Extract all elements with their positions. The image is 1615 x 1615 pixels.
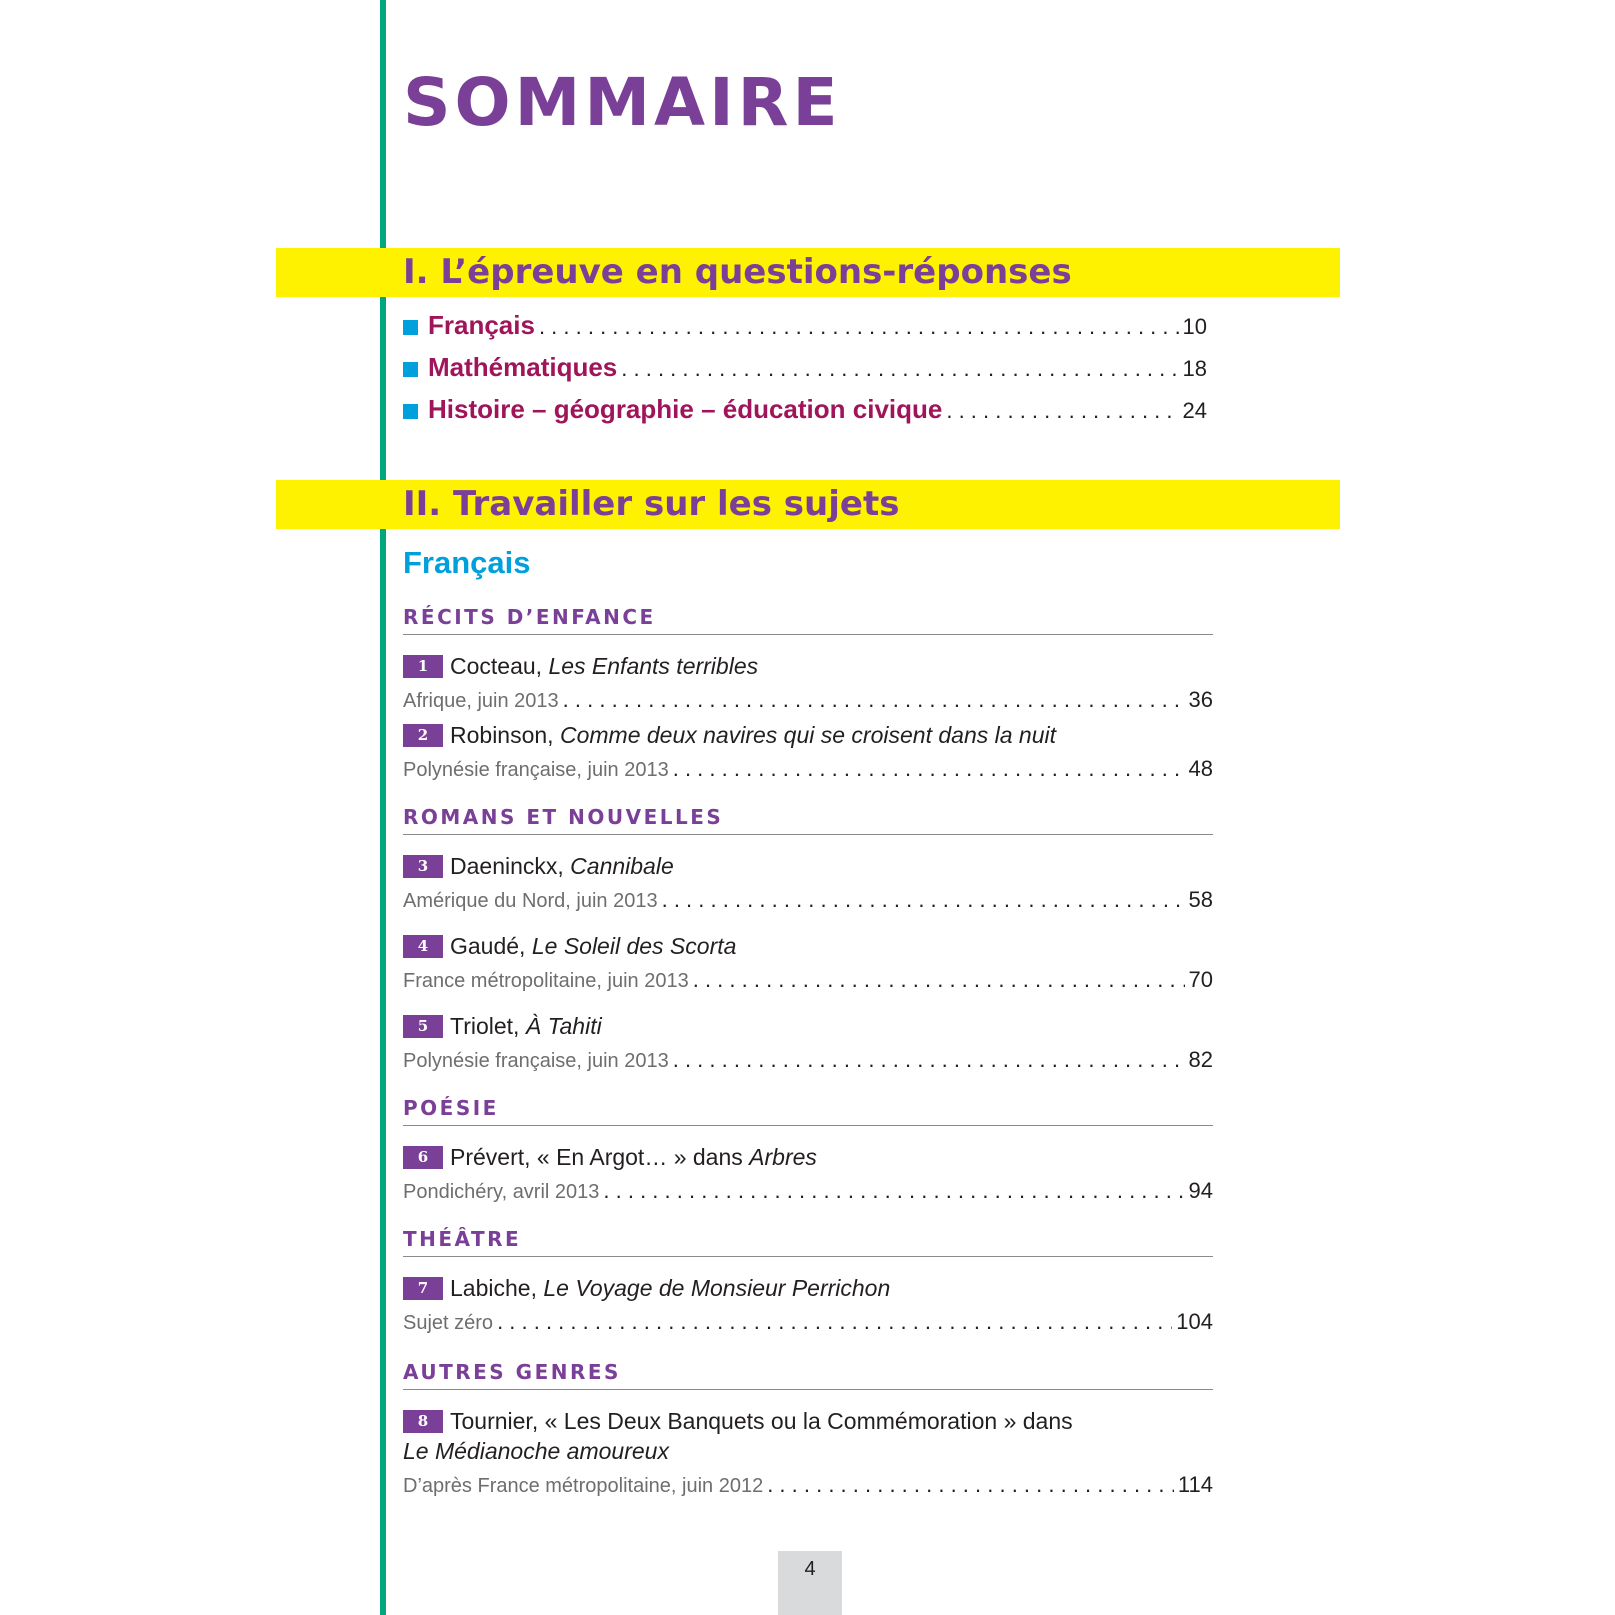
toc-item-page: 24 <box>1182 398 1207 423</box>
entry-title <box>403 851 1213 881</box>
entry-source: France métropolitaine, juin 2013 <box>403 970 689 992</box>
section-1-list <box>403 310 1207 436</box>
entry-source-line <box>403 885 1213 916</box>
entry-work: Le Médianoche amoureux <box>403 1438 669 1464</box>
dot-leader <box>621 358 1178 380</box>
square-bullet-icon <box>403 320 418 335</box>
entry-author: Tournier, « Les Deux Banquets ou la Commémoration » dans <box>450 1408 1073 1434</box>
entry-page: 104 <box>1176 1309 1213 1334</box>
square-bullet-icon <box>403 404 418 419</box>
entry-work: À Tahiti <box>525 1013 602 1039</box>
dot-leader <box>693 969 1185 991</box>
toc-entry[interactable] <box>403 1142 1213 1207</box>
category-heading: RÉCITS D’ENFANCE <box>403 605 1213 635</box>
entry-number-badge: 2 <box>403 724 443 747</box>
entry-work-line <box>403 1436 1213 1466</box>
entry-page: 36 <box>1188 687 1213 712</box>
dot-leader <box>946 400 1178 422</box>
entry-number-badge: 5 <box>403 1015 443 1038</box>
entry-title <box>403 1273 1213 1303</box>
entry-work: Cannibale <box>570 853 674 879</box>
entry-title <box>403 720 1213 750</box>
entry-number-badge: 7 <box>403 1277 443 1300</box>
entry-page: 58 <box>1188 887 1213 912</box>
section-2-heading: II. Travailler sur les sujets <box>403 484 900 524</box>
toc-item-label: Français <box>428 310 535 340</box>
entry-source-line <box>403 1470 1213 1501</box>
toc-section-2 <box>403 605 1213 1501</box>
dot-leader <box>662 889 1185 911</box>
page-title: SOMMAIRE <box>403 64 842 141</box>
dot-leader <box>539 316 1179 338</box>
toc-entry[interactable] <box>403 1406 1213 1501</box>
dot-leader <box>673 758 1185 780</box>
section-1-heading: I. L’épreuve en questions-réponses <box>403 252 1072 292</box>
entry-source: D’après France métropolitaine, juin 2012 <box>403 1475 764 1497</box>
entry-page: 114 <box>1177 1472 1213 1497</box>
entry-title <box>403 1406 1213 1436</box>
entry-number-badge: 8 <box>403 1410 443 1433</box>
toc-item-label: Mathématiques <box>428 352 618 382</box>
entry-source-line <box>403 1045 1213 1076</box>
dot-leader <box>497 1311 1172 1333</box>
entry-title <box>403 1011 1213 1041</box>
entry-author: Labiche, <box>450 1275 537 1301</box>
section-2-band <box>276 480 1340 529</box>
entry-work: Arbres <box>749 1144 817 1170</box>
toc-entry[interactable] <box>403 651 1213 716</box>
toc-entry[interactable] <box>403 851 1213 916</box>
entry-number-badge: 3 <box>403 855 443 878</box>
entry-author: Triolet, <box>450 1013 520 1039</box>
subject-heading: Français <box>403 545 531 580</box>
toc-item-page: 10 <box>1182 314 1207 339</box>
entry-work: Le Soleil des Scorta <box>531 933 737 959</box>
section-1-band <box>276 248 1340 297</box>
entry-title <box>403 651 1213 681</box>
margin-rule <box>380 0 386 1615</box>
entry-source-line <box>403 1307 1213 1338</box>
category-heading: AUTRES GENRES <box>403 1360 1213 1390</box>
entry-source-line <box>403 1176 1213 1207</box>
toc-item-page: 18 <box>1182 356 1207 381</box>
entry-title <box>403 1142 1213 1172</box>
entry-source: Polynésie française, juin 2013 <box>403 1050 669 1072</box>
toc-item-histoire[interactable] <box>403 394 1207 436</box>
toc-item-mathematiques[interactable] <box>403 352 1207 394</box>
entry-author: Robinson, <box>450 722 554 748</box>
category-heading: POÉSIE <box>403 1096 1213 1126</box>
entry-source: Pondichéry, avril 2013 <box>403 1181 600 1203</box>
entry-author: Cocteau, <box>450 653 543 679</box>
entry-source: Polynésie française, juin 2013 <box>403 759 669 781</box>
entry-page: 70 <box>1188 967 1213 992</box>
entry-author: Daeninckx, <box>450 853 564 879</box>
entry-number-badge: 4 <box>403 935 443 958</box>
entry-page: 94 <box>1188 1178 1213 1203</box>
entry-number-badge: 6 <box>403 1146 443 1169</box>
toc-entry[interactable] <box>403 931 1213 996</box>
dot-leader <box>563 689 1185 711</box>
entry-source-line <box>403 965 1213 996</box>
entry-number-badge: 1 <box>403 655 443 678</box>
entry-source: Sujet zéro <box>403 1312 494 1334</box>
toc-entry[interactable] <box>403 1273 1213 1338</box>
toc-entry[interactable] <box>403 720 1213 785</box>
entry-page: 82 <box>1188 1047 1213 1072</box>
dot-leader <box>603 1180 1184 1202</box>
entry-work: Les Enfants terribles <box>548 653 759 679</box>
toc-item-francais[interactable] <box>403 310 1207 352</box>
toc-entry[interactable] <box>403 1011 1213 1076</box>
dot-leader <box>767 1474 1174 1496</box>
entry-title <box>403 931 1213 961</box>
entry-source-line <box>403 685 1213 716</box>
entry-source: Afrique, juin 2013 <box>403 690 559 712</box>
square-bullet-icon <box>403 362 418 377</box>
category-heading: THÉÂTRE <box>403 1227 1213 1257</box>
entry-work: Le Voyage de Monsieur Perrichon <box>543 1275 891 1301</box>
entry-author: Prévert, « En Argot… » dans <box>450 1144 743 1170</box>
page-number: 4 <box>778 1551 842 1615</box>
entry-source-line <box>403 754 1213 785</box>
entry-work: Comme deux navires qui se croisent dans la nuit <box>559 722 1056 748</box>
dot-leader <box>673 1049 1185 1071</box>
entry-source: Amérique du Nord, juin 2013 <box>403 890 658 912</box>
entry-author: Gaudé, <box>450 933 526 959</box>
category-heading: ROMANS ET NOUVELLES <box>403 805 1213 835</box>
entry-page: 48 <box>1188 756 1213 781</box>
toc-item-label: Histoire – géographie – éducation civique <box>428 394 943 424</box>
